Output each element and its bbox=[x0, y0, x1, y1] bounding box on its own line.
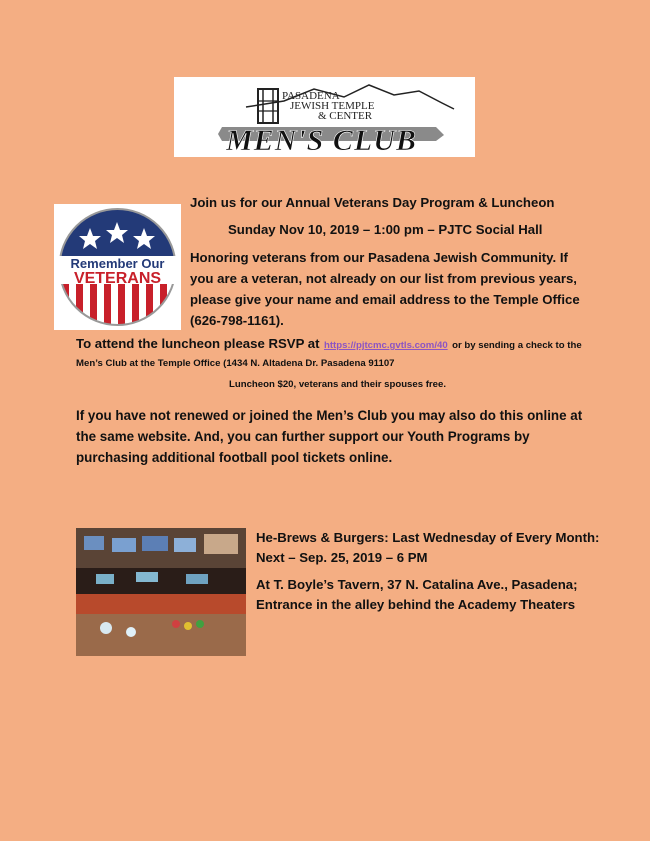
rsvp-paragraph bbox=[76, 335, 586, 371]
event-title: Join us for our Annual Veterans Day Program & Luncheon bbox=[190, 195, 555, 210]
svg-text:MEN'S CLUB: MEN'S CLUB bbox=[226, 124, 417, 157]
svg-text:PASADENA: PASADENA bbox=[282, 90, 340, 102]
mens-club-logo bbox=[174, 77, 475, 157]
rsvp-tail: or by sending a check to the Men’s Club at the Temple Office (1434 N. Altadena Dr. Pasadena 91107 bbox=[76, 340, 582, 369]
svg-text:Remember Our: Remember Our bbox=[70, 256, 165, 271]
svg-text:VETERANS: VETERANS bbox=[73, 270, 162, 287]
rsvp-link[interactable]: https://pjtcmc.gvtls.com/40 bbox=[323, 340, 448, 351]
svg-text:& CENTER: & CENTER bbox=[318, 110, 373, 122]
rsvp-lead: To attend the luncheon please RSVP at bbox=[76, 336, 320, 351]
remember-veterans-badge bbox=[54, 204, 181, 330]
tavern-photo bbox=[76, 528, 246, 656]
event-datetime: Sunday Nov 10, 2019 – 1:00 pm – PJTC Social Hall bbox=[228, 222, 543, 237]
temple-ark-icon bbox=[258, 89, 278, 123]
luncheon-price: Luncheon $20, veterans and their spouses free. bbox=[229, 379, 446, 390]
renew-paragraph: If you have not renewed or joined the Men’s Club you may also do this online at the same website. And, you can further support our Youth Programs by purchasing additional football pool tickets online. bbox=[76, 408, 583, 465]
hebrews-burgers-schedule: He-Brews & Burgers: Last Wednesday of Every Month: Next – Sep. 25, 2019 – 6 PM bbox=[256, 530, 600, 565]
svg-text:JEWISH TEMPLE: JEWISH TEMPLE bbox=[290, 100, 375, 112]
tavern-location: At T. Boyle’s Tavern, 37 N. Catalina Ave., Pasadena; Entrance in the alley behind the Academy Theaters bbox=[256, 577, 578, 612]
honoring-paragraph: Honoring veterans from our Pasadena Jewish Community. If you are a veteran, not already on our list from previous years, please give your name and email address to the Temple Office (626-798-1161). bbox=[190, 250, 580, 328]
